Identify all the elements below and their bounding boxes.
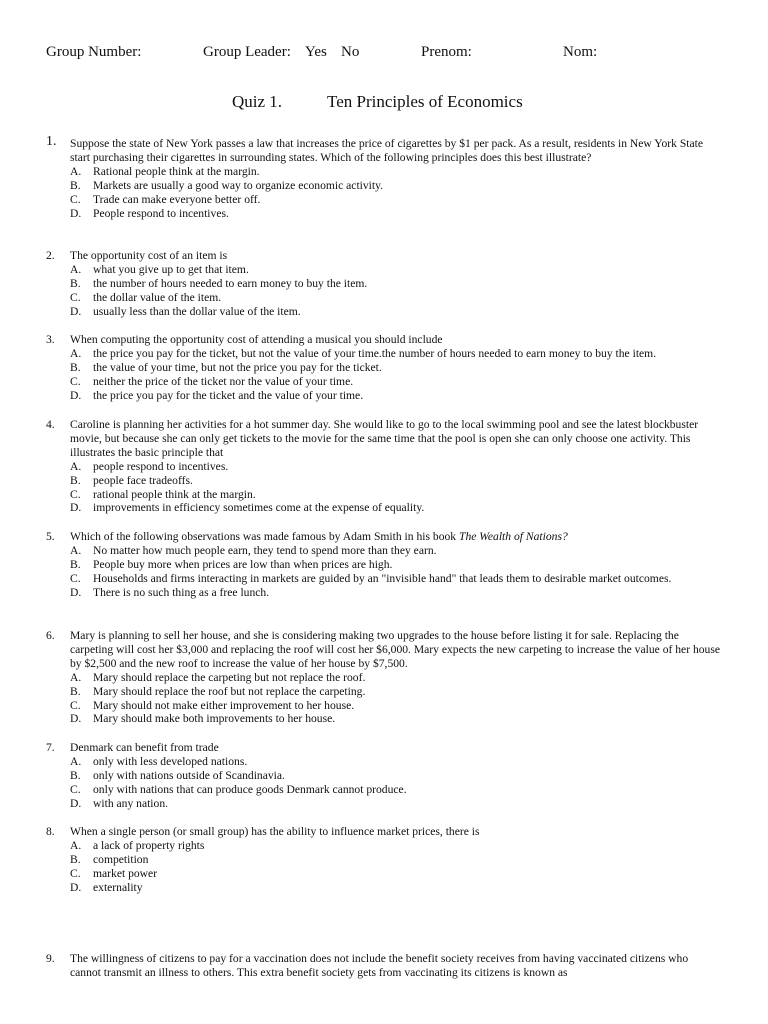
option-text: improvements in efficiency sometimes come at the expense of equality. <box>93 501 425 515</box>
option-text: people face tradeoffs. <box>93 473 193 487</box>
option-letter: C. <box>70 192 81 206</box>
option-text: Markets are usually a good way to organize economic activity. <box>93 178 384 192</box>
group-leader-no: No <box>341 44 360 60</box>
answer-options <box>0 347 768 403</box>
option-letter: B. <box>70 178 81 192</box>
option-letter: A. <box>70 459 82 473</box>
option-letter: A. <box>70 754 82 768</box>
answer-option-c <box>0 699 733 713</box>
answer-option-a <box>0 165 733 179</box>
question-stem: When computing the opportunity cost of attending a musical you should include <box>70 333 443 346</box>
question-number: 3. <box>46 333 55 346</box>
option-text: the dollar value of the item. <box>93 290 222 304</box>
question-stem: When a single person (or small group) has the ability to influence market prices, there is <box>70 825 480 838</box>
answer-option-c <box>0 193 733 207</box>
answer-option-d <box>0 501 733 515</box>
option-text: the price you pay for the ticket and the value of your time. <box>93 388 364 402</box>
answer-options <box>0 839 768 895</box>
option-text: rational people think at the margin. <box>93 487 256 501</box>
answer-option-b <box>0 685 733 699</box>
answer-option-b <box>0 277 733 291</box>
question-5 <box>0 530 768 600</box>
answer-options <box>0 263 768 319</box>
option-text: the value of your time, but not the price you pay for the ticket. <box>93 360 382 374</box>
option-letter: C. <box>70 782 81 796</box>
option-letter: B. <box>70 852 81 866</box>
option-text: Mary should replace the carpeting but not replace the roof. <box>93 670 366 684</box>
option-letter: C. <box>70 866 81 880</box>
question-stem: The willingness of citizens to pay for a vaccination does not include the benefit society receives from having vaccinated citizens who cannot transmit an illness to others. This extra benefit society gets from vaccinating its citizens is known as <box>70 952 689 979</box>
option-text: Rational people think at the margin. <box>93 164 260 178</box>
option-letter: A. <box>70 164 82 178</box>
answer-option-b <box>0 853 733 867</box>
question-number: 2. <box>46 249 55 262</box>
option-text: There is no such thing as a free lunch. <box>93 585 270 599</box>
question-number: 9. <box>46 952 55 965</box>
group-leader-label: Group Leader: <box>203 44 291 60</box>
question-stem: The opportunity cost of an item is <box>70 249 228 262</box>
option-text: only with nations that can produce goods Denmark cannot produce. <box>93 782 407 796</box>
option-text: externality <box>93 880 143 894</box>
answer-option-d <box>0 305 733 319</box>
answer-option-a <box>0 460 733 474</box>
answer-option-b <box>0 361 733 375</box>
question-3 <box>0 333 768 403</box>
option-letter: C. <box>70 487 81 501</box>
option-letter: A. <box>70 262 82 276</box>
question-6 <box>0 629 768 726</box>
option-letter: B. <box>70 684 81 698</box>
answer-option-d <box>0 586 733 600</box>
option-letter: D. <box>70 712 82 726</box>
option-letter: B. <box>70 473 81 487</box>
answer-option-d <box>0 881 733 895</box>
option-text: with any nation. <box>93 796 169 810</box>
option-letter: C. <box>70 571 81 585</box>
question-number: 7. <box>46 741 55 754</box>
question-number: 8. <box>46 825 55 838</box>
option-text: Mary should not make either improvement to her house. <box>93 698 355 712</box>
answer-option-d <box>0 797 733 811</box>
answer-options <box>0 544 768 600</box>
option-text: People buy more when prices are low than when prices are high. <box>93 557 393 571</box>
option-text: No matter how much people earn, they tend to spend more than they earn. <box>93 543 437 557</box>
question-number: 6. <box>46 629 55 642</box>
question-stem: Mary is planning to sell her house, and she is considering making two upgrades to the house before listing it for sale. Replacing the carpeting will cost her $3,000 and replacing the roof will cost her $6,000. Mary expects the new carpeting to increase the value of her house by $2,500 and the new roof to increase the value of her house by $7,500. <box>70 629 720 670</box>
answer-option-b <box>0 474 733 488</box>
option-letter: A. <box>70 838 82 852</box>
question-7 <box>0 741 768 811</box>
answer-option-a <box>0 263 733 277</box>
answer-option-b <box>0 179 733 193</box>
option-letter: D. <box>70 880 82 894</box>
question-9 <box>0 952 768 980</box>
answer-options <box>0 460 768 516</box>
option-letter: B. <box>70 557 81 571</box>
option-text: Trade can make everyone better off. <box>93 192 261 206</box>
answer-options <box>0 671 768 727</box>
group-leader-yes: Yes <box>305 44 327 60</box>
option-letter: D. <box>70 501 82 515</box>
option-letter: C. <box>70 290 81 304</box>
answer-options <box>0 165 768 221</box>
answer-option-c <box>0 375 733 389</box>
option-letter: B. <box>70 768 81 782</box>
question-stem: Suppose the state of New York passes a law that increases the price of cigarettes by $1 per pack. As a result, residents in New York State start purchasing their cigarettes in surrounding states. Which of the following principles does this best illustrate? <box>70 137 703 164</box>
quiz-number: Quiz 1. <box>232 92 283 111</box>
option-letter: C. <box>70 698 81 712</box>
answer-option-c <box>0 572 693 586</box>
question-stem: Caroline is planning her activities for a hot summer day. She would like to go to the local swimming pool and see the latest blockbuster movie, but because she can only get tickets to the movie for the same time that the pool is open she can only choose one activity. This illustrates the basic principle that <box>70 418 699 459</box>
group-number-label: Group Number: <box>46 44 142 60</box>
question-2 <box>0 249 768 319</box>
option-letter: D. <box>70 388 82 402</box>
book-title: The Wealth of Nations? <box>459 530 568 543</box>
option-text: Mary should replace the roof but not replace the carpeting. <box>93 684 366 698</box>
option-text: Households and firms interacting in markets are guided by an "invisible hand" that leads them to desirable market outcomes. <box>93 571 672 585</box>
option-text: people respond to incentives. <box>93 459 229 473</box>
option-text: neither the price of the ticket nor the value of your time. <box>93 374 354 388</box>
question-1 <box>0 134 768 220</box>
question-stem-text: Which of the following observations was made famous by Adam Smith in his book <box>70 530 457 543</box>
option-text: People respond to incentives. <box>93 206 229 220</box>
answer-option-a <box>0 755 733 769</box>
option-letter: A. <box>70 670 82 684</box>
nom-label: Nom: <box>563 44 598 60</box>
option-letter: A. <box>70 543 82 557</box>
answer-option-d <box>0 389 733 403</box>
answer-option-a <box>0 347 733 361</box>
option-letter: B. <box>70 276 81 290</box>
question-number: 5. <box>46 530 55 543</box>
answer-option-b <box>0 769 733 783</box>
option-letter: D. <box>70 206 82 220</box>
answer-option-c <box>0 867 733 881</box>
option-text: competition <box>93 852 149 866</box>
option-letter: A. <box>70 346 82 360</box>
answer-option-c <box>0 783 733 797</box>
answer-option-d <box>0 712 733 726</box>
answer-option-c <box>0 488 733 502</box>
option-letter: D. <box>70 585 82 599</box>
answer-option-d <box>0 207 733 221</box>
option-text: what you give up to get that item. <box>93 262 249 276</box>
answer-option-a <box>0 671 733 685</box>
answer-option-c <box>0 291 733 305</box>
option-text: the price you pay for the ticket, but not the value of your time.the number of hours needed to earn money to buy the item. <box>93 346 657 360</box>
question-4 <box>0 418 768 515</box>
option-letter: D. <box>70 796 82 810</box>
option-text: Mary should make both improvements to her house. <box>93 712 336 726</box>
option-text: a lack of property rights <box>93 838 205 852</box>
answer-options <box>0 755 768 811</box>
question-8 <box>0 825 768 895</box>
question-stem <box>70 530 720 544</box>
question-stem: Denmark can benefit from trade <box>70 741 219 754</box>
option-letter: C. <box>70 374 81 388</box>
quiz-title: Ten Principles of Economics <box>327 92 523 111</box>
question-number: 1. <box>46 134 57 149</box>
option-text: only with nations outside of Scandinavia. <box>93 768 285 782</box>
option-text: the number of hours needed to earn money to buy the item. <box>93 276 368 290</box>
question-number: 4. <box>46 418 55 431</box>
option-text: only with less developed nations. <box>93 754 248 768</box>
option-text: usually less than the dollar value of the item. <box>93 304 301 318</box>
prenom-label: Prenom: <box>421 44 472 60</box>
answer-option-a <box>0 544 733 558</box>
answer-option-b <box>0 558 733 572</box>
answer-option-a <box>0 839 733 853</box>
option-text: market power <box>93 866 158 880</box>
option-letter: D. <box>70 304 82 318</box>
option-letter: B. <box>70 360 81 374</box>
